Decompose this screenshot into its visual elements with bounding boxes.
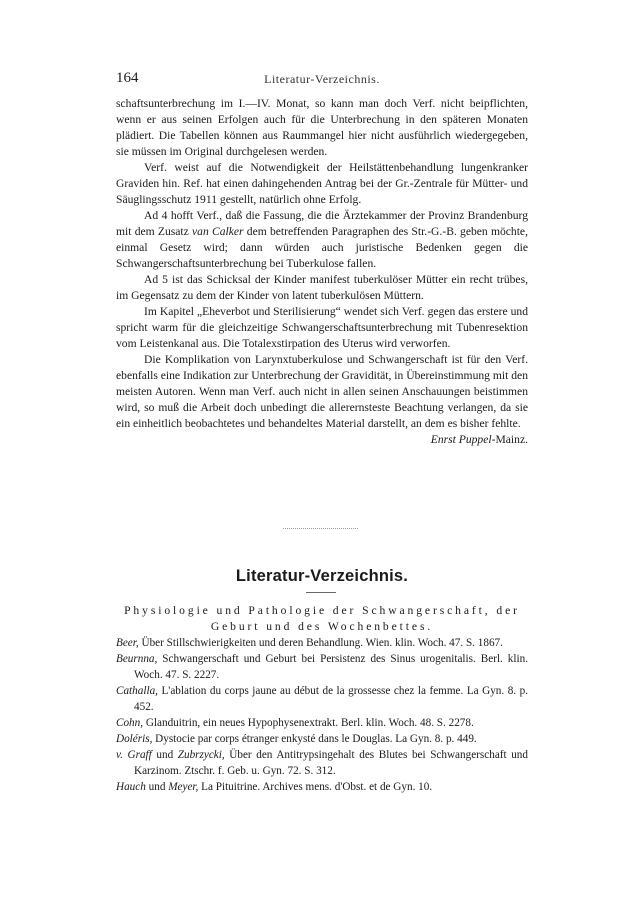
title-underline [306,592,336,593]
page-header [116,70,528,90]
reference-connector: und [145,781,169,793]
reference-connector: und [151,749,178,761]
reference-text: Schwangerschaft und Geburt bei Persistenz des Sinus urogenitalis. Berl. klin. Woch. 47. S. 2227. [134,653,528,681]
reference-item [116,635,528,651]
reference-list [116,635,528,795]
reference-author: v. Graff [116,749,152,761]
cited-author: van Calker [192,225,244,238]
reviewer-place: -Mainz. [491,433,528,446]
paragraph: Verf. weist auf die Notwendigkeit der Heilstättenbehandlung lungenkranker Graviden hin. Ref. hat einen dahingehenden Antrag bei der Gr.-Zentrale für Mütter- und Säuglingsschutz 1911 gestellt, natürlich ohne Erfolg. [116,161,528,206]
paragraph-text: Ad 4 hofft Verf., daß die Fassung, die die Ärztekammer der Provinz Brandenburg mit dem Zusatz [116,209,528,238]
reference-text: Über Stillschwierigkeiten und deren Behandlung. Wien. klin. Woch. 47. S. 1867. [138,637,503,649]
paragraph: schaftsunterbrechung im I.—IV. Monat, so kann man doch Verf. nicht beipflichten, wenn er aus seinen Erfolgen auch für die Unterbrechung in den späteren Monaten plädiert. Die Tabellen können aus Raummangel hier nicht ausführlich wiedergegeben, sie müssen im Original durchgelesen werden. [116,97,528,158]
reference-author: Beurnna, [116,653,158,665]
section-divider [283,528,358,529]
reference-item [116,747,528,779]
reference-text: L'ablation du corps jaune au début de la grossesse chez la femme. La Gyn. 8. p. 452. [134,685,528,713]
reference-author: Meyer, [168,781,199,793]
paragraph [116,208,528,272]
section-title: Literatur-Verzeichnis. [235,567,409,585]
reference-author: Hauch [116,781,146,793]
reference-text: Dystocie par corps étranger enkysté dans le Douglas. La Gyn. 8. p. 449. [152,733,477,745]
reference-author: Zubrzycki, [177,749,225,761]
paragraph: Ad 5 ist das Schicksal der Kinder manifest tuberkulöser Mütter ein recht trübes, im Gegensatz zu dem der Kinder von latent tuberkulösen Müttern. [116,273,528,302]
reference-item [116,715,528,731]
paragraph-text: dem betreffenden Paragraphen des Str.-G.-B. geben möchte, einmal Gesetz wird; dann würden auch juristische Bedenken gegen die Schwangerschaftsunterbrechung bei Tuberkulose fallen. [116,225,528,270]
reference-item [116,779,528,795]
reference-item [116,731,528,747]
reference-text: Über den Antitrypsingehalt des Blutes bei Schwangerschaft und Karzinom. Ztschr. f. Geb. u. Gyn. 72. S. 312. [134,749,528,777]
paragraph: Im Kapitel „Eheverbot und Sterilisierung“ wendet sich Verf. gegen das erstere und spricht warm für die gleichzeitige Schwangerschaftsunterbrechung mit Tubenresektion vom Leistenkanal aus. Die Totalexstirpation des Uterus wird verworfen. [116,305,528,350]
paragraph: Die Komplikation von Larynxtuberkulose und Schwangerschaft ist für den Verf. ebenfalls eine Indikation zur Unterbrechung der Gravidität, in Übereinstimmung mit den meisten Autoren. Wenn man Verf. auch nicht in allen seinen Anschauungen beistimmen wird, so muß die Arbeit doch unbedingt die allerernsteste Beachtung verlangen, da sie ein einheitlich beobachtetes und behandeltes Material darstellt, an dem es bisher fehlte. [116,353,528,430]
reference-text: La Pituitrine. Archives mens. d'Obst. et de Gyn. 10. [198,781,433,793]
reference-item [116,651,528,683]
reviewer-name: Enrst Puppel [430,433,492,446]
page-number: 164 [116,70,139,86]
reference-text: Glanduitrin, ein neues Hypophysenextrakt. Berl. klin. Woch. 48. S. 2278. [143,717,474,729]
reviewer-signature [116,432,528,448]
reference-author: Cohn, [116,717,144,729]
review-text [116,96,528,448]
reference-author: Cathalla, [116,685,158,697]
running-title: Literatur-Verzeichnis. [264,72,380,86]
reference-item [116,683,528,715]
section-subheading: Physiologie und Pathologie der Schwangerschaft, der Geburt und des Wochenbettes. [124,604,520,633]
reference-author: Doléris, [116,733,153,745]
reference-author: Beer, [116,637,139,649]
